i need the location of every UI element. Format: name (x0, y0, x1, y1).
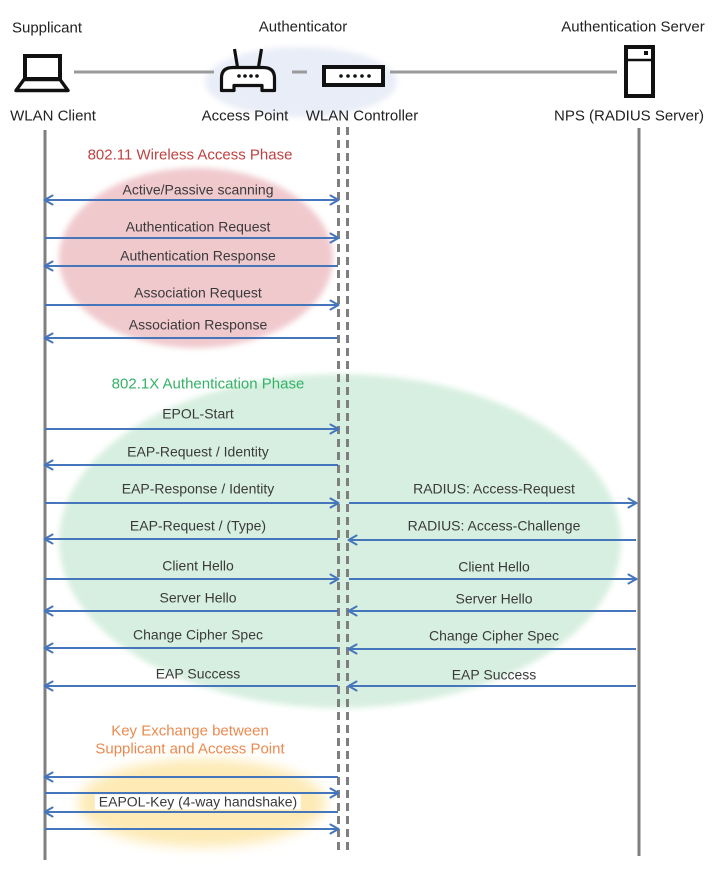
phase3-title-line1: Key Exchange between (111, 722, 269, 740)
message-label-client-hello-left: Client Hello (162, 557, 234, 574)
message-label-auth-response: Authentication Response (120, 247, 276, 264)
message-label-eapol-key-3: EAPOL-Key (4-way handshake) (95, 795, 301, 810)
message-label-radius-access-challenge: RADIUS: Access-Challenge (407, 517, 581, 534)
message-label-eap-response-identity: EAP-Response / Identity (121, 480, 275, 497)
message-label-scanning: Active/Passive scanning (122, 181, 274, 198)
server-icon (626, 47, 653, 96)
message-label-eap-success-left: EAP Success (155, 665, 241, 682)
message-label-assoc-request: Association Request (134, 284, 262, 301)
wlan-controller-icon (324, 67, 383, 85)
message-label-change-cipher-spec-left: Change Cipher Spec (133, 626, 263, 643)
message-label-eap-success-right: EAP Success (451, 666, 537, 683)
node-label-wlan-client: WLAN Client (10, 107, 96, 125)
node-label-wlan-controller: WLAN Controller (305, 107, 419, 125)
node-label-nps-radius-server: NPS (RADIUS Server) (553, 107, 705, 125)
message-label-change-cipher-spec-right: Change Cipher Spec (429, 627, 559, 644)
message-label-eap-request-identity: EAP-Request / Identity (127, 443, 269, 460)
role-authenticator: Authenticator (258, 18, 348, 36)
message-label-radius-access-request: RADIUS: Access-Request (413, 480, 575, 497)
phase2-title: 802.1X Authentication Phase (111, 375, 305, 393)
message-label-client-hello-right: Client Hello (458, 558, 530, 575)
message-label-server-hello-right: Server Hello (455, 590, 533, 607)
message-label-auth-request: Authentication Request (125, 218, 271, 235)
laptop-icon (16, 56, 68, 91)
phase1-title: 802.11 Wireless Access Phase (87, 146, 293, 164)
role-supplicant: Supplicant (11, 19, 83, 37)
phase3-title-line2: Supplicant and Access Point (95, 740, 285, 758)
message-label-assoc-response: Association Response (128, 316, 268, 333)
message-label-eap-request-type: EAP-Request / (Type) (129, 517, 267, 534)
message-label-server-hello-left: Server Hello (159, 589, 237, 606)
role-authentication-server: Authentication Server (561, 18, 705, 36)
message-label-epol-start: EPOL-Start (162, 405, 234, 422)
node-label-access-point: Access Point (201, 107, 289, 125)
